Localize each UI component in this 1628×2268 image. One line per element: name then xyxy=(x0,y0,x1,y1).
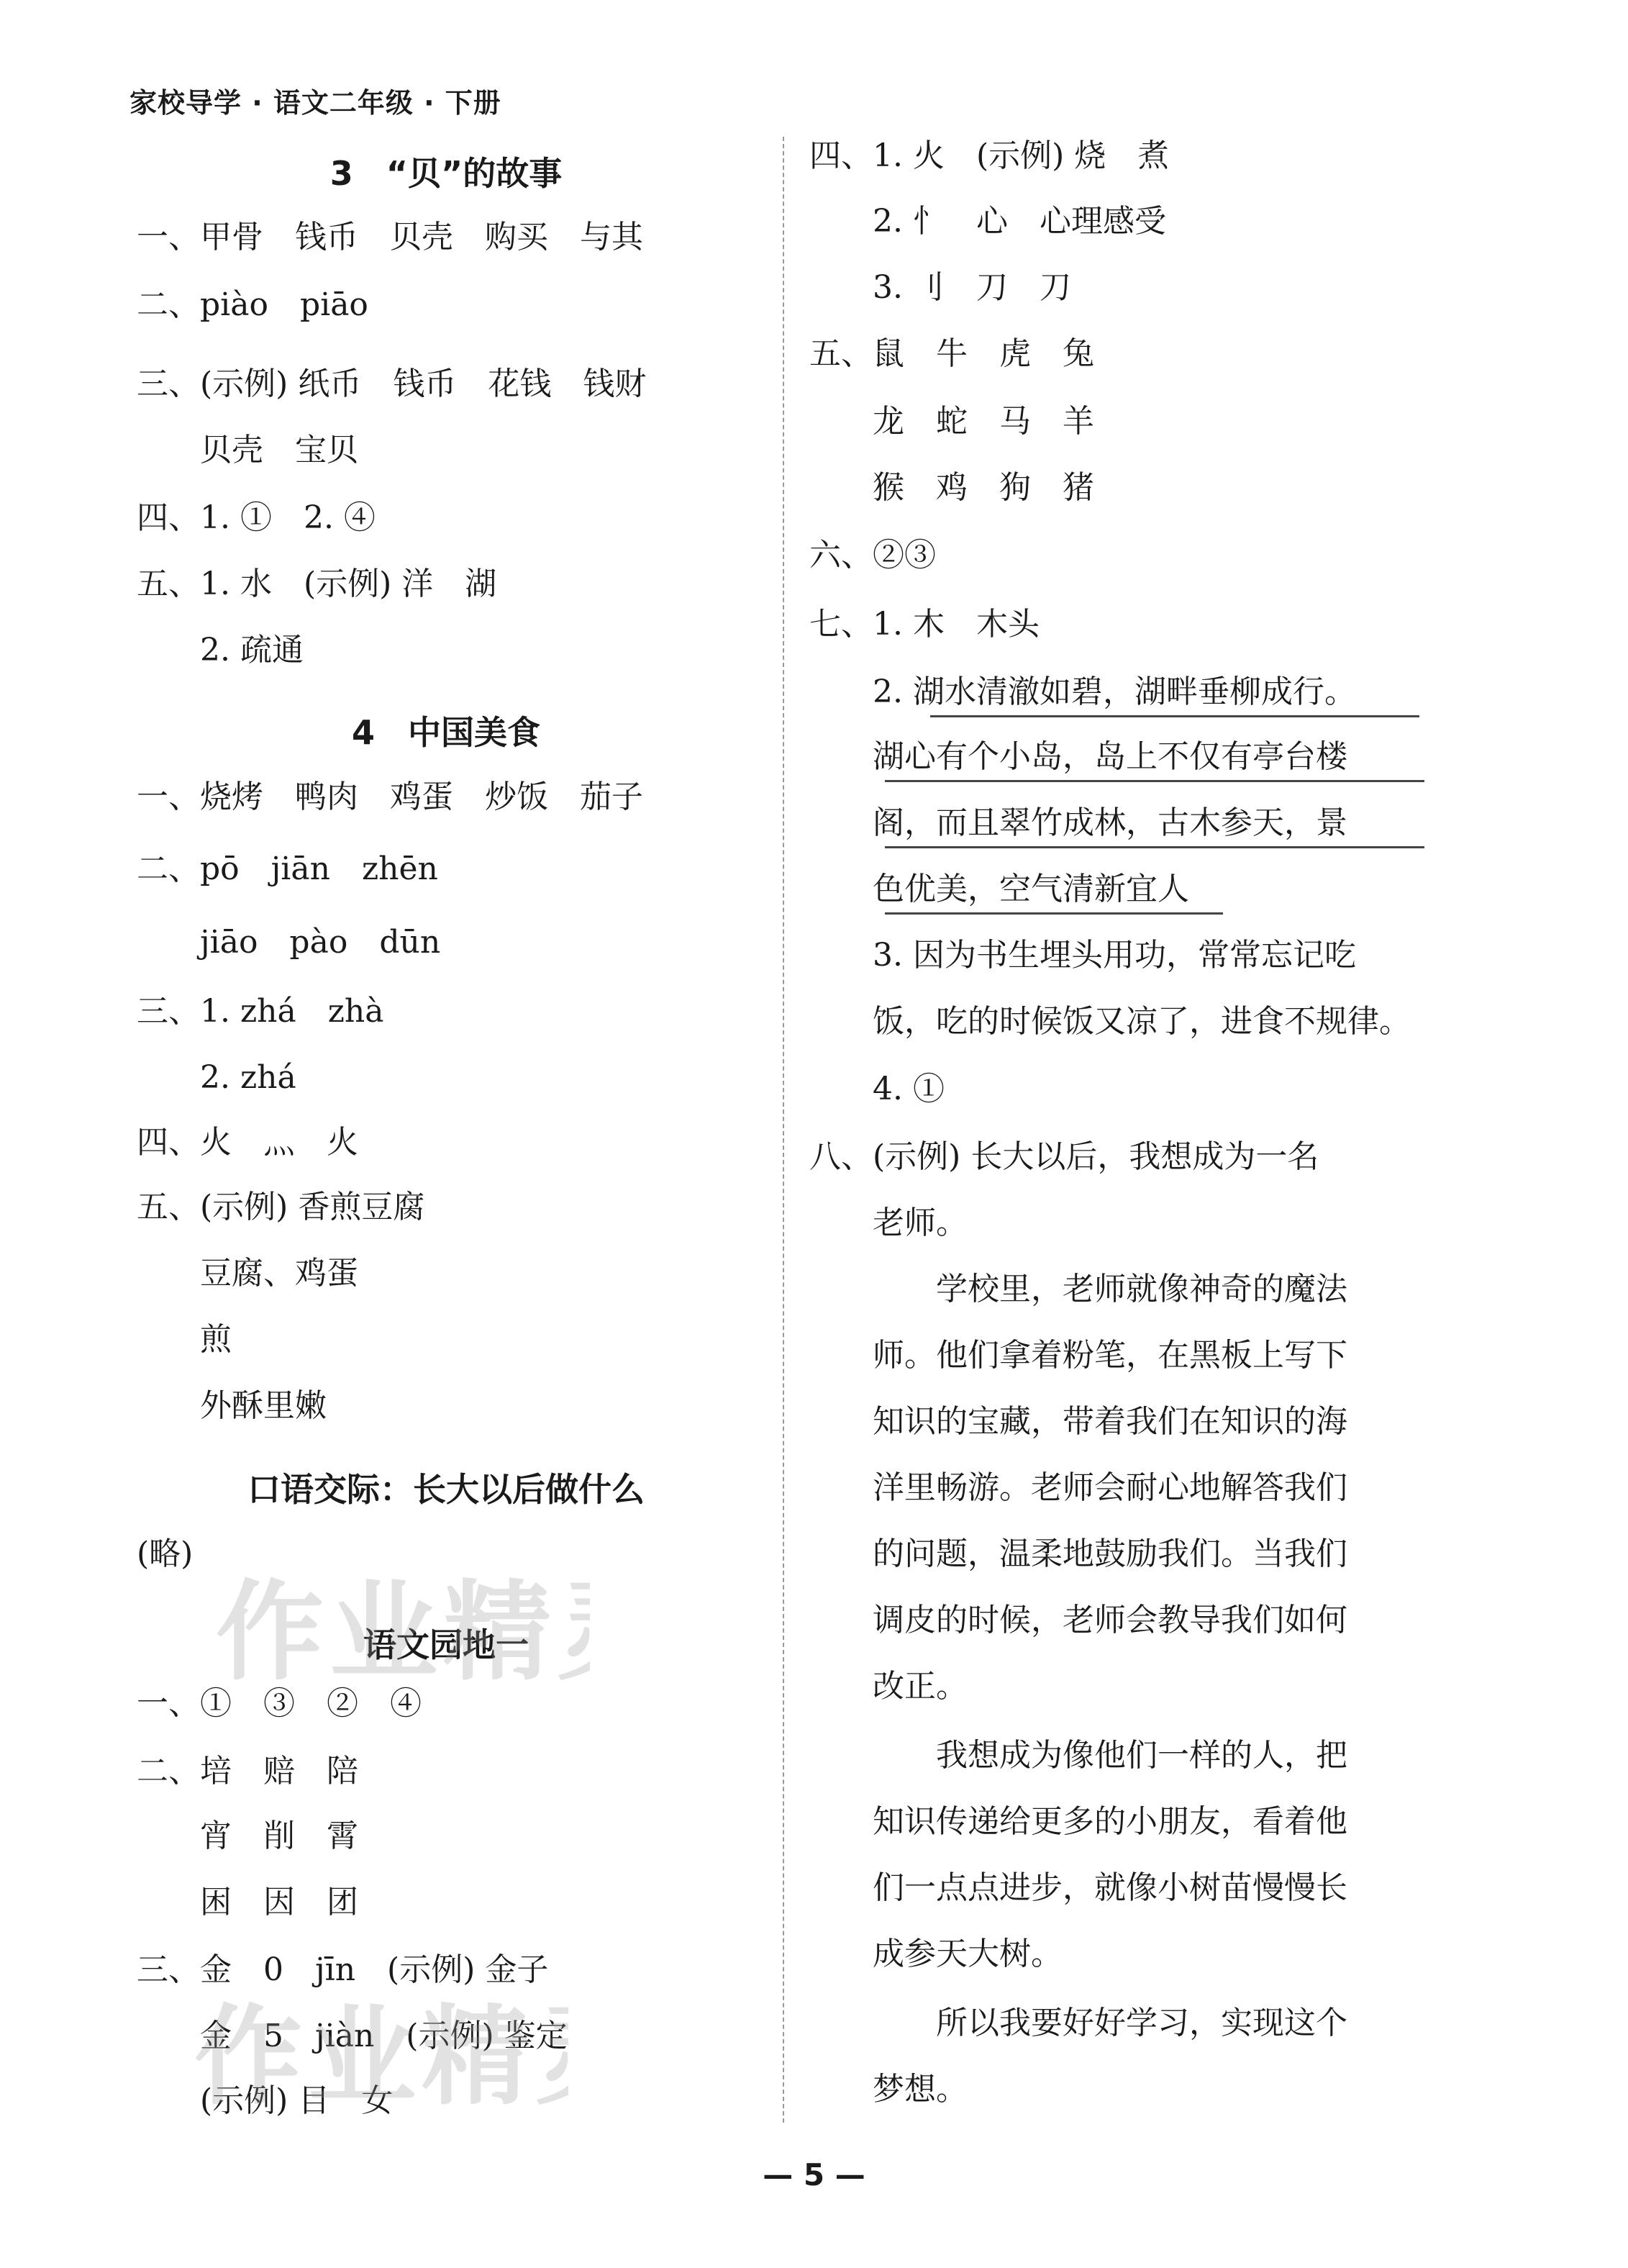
answer-line: 老师。 xyxy=(809,1205,968,1241)
answer-line: 四、火 灬 火 xyxy=(137,1124,358,1161)
answer-line: 2. 忄 心 心理感受 xyxy=(809,203,1166,240)
column-divider xyxy=(783,137,784,2123)
section-title: 4 中国美食 xyxy=(351,713,540,752)
answer-line: 二、piào piāo xyxy=(137,286,368,323)
answer-line: 五、(示例) 香煎豆腐 xyxy=(137,1189,425,1225)
answer-line: 七、1. 木 木头 xyxy=(809,606,1040,643)
section-title: 语文园地一 xyxy=(363,1625,529,1664)
answer-line: 2. 疏通 xyxy=(137,632,304,668)
answer-line: 宵 削 霄 xyxy=(137,1818,358,1854)
answer-line: 2. zhá xyxy=(137,1059,296,1096)
answer-line: 八、(示例) 长大以后，我想成为一名 xyxy=(809,1138,1319,1175)
answer-line: 湖心有个小岛，岛上不仅有亭台楼 xyxy=(809,738,1347,775)
answer-line: 龙 蛇 马 羊 xyxy=(809,403,1094,440)
answer-line: 五、1. 水 (示例) 洋 湖 xyxy=(137,566,497,602)
answer-line: 困 因 团 xyxy=(137,1884,358,1920)
answer-line: 三、(示例) 纸币 钱币 花钱 钱财 xyxy=(137,366,647,402)
answer-line: 二、培 赔 陪 xyxy=(137,1753,358,1790)
answer-line: 成参天大树。 xyxy=(809,1936,1063,1972)
answer-line: 我想成为像他们一样的人，把 xyxy=(809,1737,1347,1774)
answer-line: 学校里，老师就像神奇的魔法 xyxy=(809,1271,1347,1307)
answer-line: 四、1. 火 (示例) 烧 煮 xyxy=(809,137,1170,174)
answer-line: 三、1. zhá zhà xyxy=(137,993,384,1030)
answer-line: 猴 鸡 狗 猪 xyxy=(809,469,1094,506)
answer-line: 梦想。 xyxy=(809,2071,968,2108)
answer-line: 二、pō jiān zhēn xyxy=(137,850,438,887)
answer-line: 改正。 xyxy=(809,1668,968,1705)
svg-text:作业精灵: 作业精 xyxy=(194,1995,536,2115)
answer-line: 调皮的时候，老师会教导我们如何 xyxy=(809,1602,1347,1638)
answer-line: 阁，而且翠竹成林，古木参天，景 xyxy=(809,804,1347,841)
answer-line: 洋里畅游。老师会耐心地解答我们 xyxy=(809,1469,1347,1506)
answer-line: 们一点点进步，就像小树苗慢慢长 xyxy=(809,1869,1347,1906)
answer-line: 4. ① xyxy=(809,1071,945,1107)
answer-line: 煎 xyxy=(137,1321,232,1358)
answer-line: 外酥里嫩 xyxy=(137,1387,327,1424)
answer-line: 三、金 0 jīn (示例) 金子 xyxy=(137,1951,549,1988)
answer-line: 色优美，空气清新宜人 xyxy=(809,871,1189,907)
underline xyxy=(885,846,1424,848)
answer-line: 金 5 jiàn (示例) 鉴定 xyxy=(137,2018,568,2054)
answer-line: 3. 刂 刀 刀 xyxy=(809,269,1071,306)
section-title: 口语交际：长大以后做什么 xyxy=(247,1470,645,1509)
watermark xyxy=(194,1993,568,2141)
answer-line: 五、鼠 牛 虎 兔 xyxy=(809,335,1094,372)
answer-line: 饭，吃的时候饭又凉了，进食不规律。 xyxy=(809,1003,1411,1040)
answer-line: 师。他们拿着粉笔，在黑板上写下 xyxy=(809,1337,1347,1374)
answer-line: 3. 因为书生埋头用功，常常忘记吃 xyxy=(809,937,1356,974)
answer-line: 一、① ③ ② ④ xyxy=(137,1685,422,1722)
answer-line: (略) xyxy=(137,1536,194,1572)
answer-line: 四、1. ① 2. ④ xyxy=(137,499,376,536)
watermark-logo xyxy=(216,1569,590,1691)
answer-line: 知识的宝藏，带着我们在知识的海 xyxy=(809,1403,1347,1440)
answer-line: 贝壳 宝贝 xyxy=(137,432,358,468)
answer-line: 一、甲骨 钱币 贝壳 购买 与其 xyxy=(137,219,643,255)
watermark-logo xyxy=(194,1993,568,2115)
answer-line: (示例) 目 女 xyxy=(137,2082,394,2119)
underline xyxy=(885,912,1223,915)
underline xyxy=(930,715,1419,717)
section-title: 3 “贝”的故事 xyxy=(329,154,563,193)
answer-line: 一、烧烤 鸭肉 鸡蛋 炒饭 茄子 xyxy=(137,779,643,815)
page-header: 家校导学 · 语文二年级 · 下册 xyxy=(129,87,501,119)
answer-line: 2. 湖水清澈如碧，湖畔垂柳成行。 xyxy=(809,673,1356,710)
answer-line: 的问题，温柔地鼓励我们。当我们 xyxy=(809,1536,1347,1572)
answer-line: jiāo pào dūn xyxy=(137,924,441,961)
answer-line: 知识传递给更多的小朋友，看着他 xyxy=(809,1803,1347,1840)
svg-text:作业精灵: 作业精 xyxy=(216,1570,558,1691)
page-number: — 5 — xyxy=(763,2157,865,2192)
underline xyxy=(885,780,1424,782)
answer-line: 所以我要好好学习，实现这个 xyxy=(809,2005,1347,2041)
answer-line: 豆腐、鸡蛋 xyxy=(137,1255,358,1292)
answer-line: 六、②③ xyxy=(809,537,936,573)
watermark xyxy=(216,1569,590,1717)
